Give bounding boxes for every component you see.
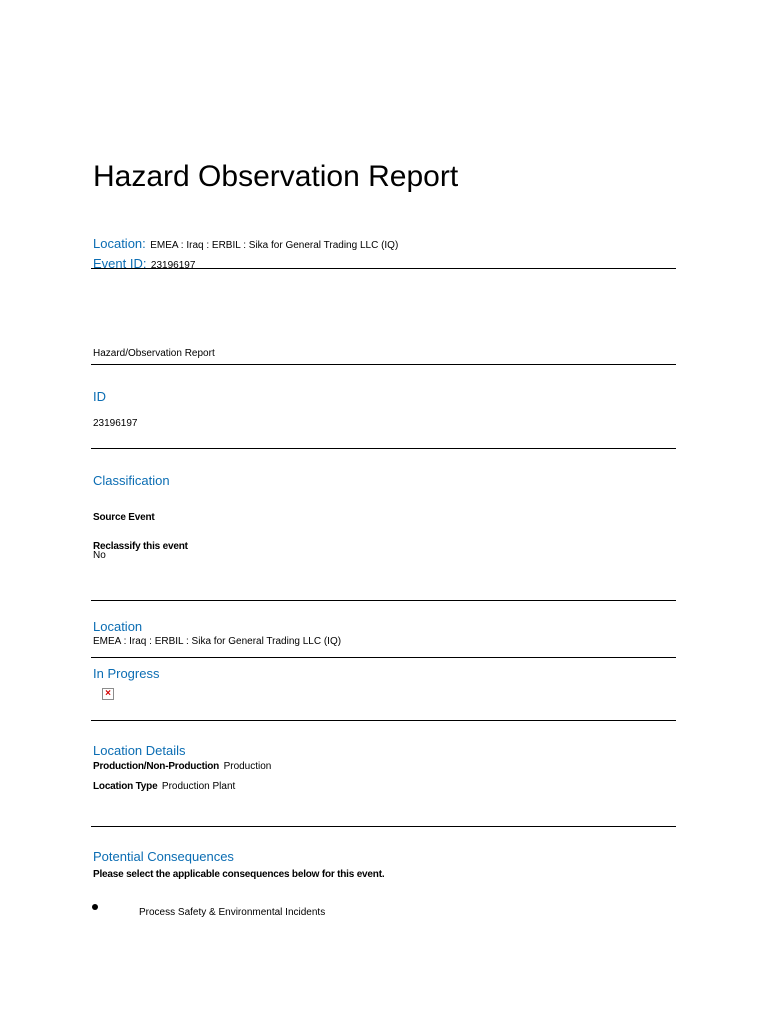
- id-heading: ID: [93, 389, 106, 404]
- page-title: Hazard Observation Report: [93, 160, 459, 193]
- location-type-row: [93, 776, 235, 794]
- in-progress-heading: In Progress: [93, 666, 160, 681]
- id-value: 23196197: [93, 418, 138, 429]
- divider: [91, 364, 676, 365]
- divider: [91, 600, 676, 601]
- source-event-label: Source Event: [93, 512, 155, 523]
- potential-consequences-heading: Potential Consequences: [93, 849, 234, 864]
- report-type: Hazard/Observation Report: [93, 348, 215, 359]
- location-label: Location:: [93, 236, 146, 251]
- event-id-value: 23196197: [150, 260, 196, 271]
- consequences-instruction: Please select the applicable consequences below for this event.: [93, 869, 385, 880]
- classification-heading: Classification: [93, 473, 170, 488]
- event-id-label: Event ID:: [93, 256, 147, 271]
- location-heading: Location: [93, 619, 143, 634]
- consequence-item: Process Safety & Environmental Incidents: [139, 907, 326, 918]
- broken-image-icon: ×: [102, 688, 114, 700]
- location-type-value: Production Plant: [161, 781, 236, 792]
- divider: [91, 657, 676, 658]
- divider: [91, 448, 676, 449]
- reclassify-value: No: [93, 550, 106, 561]
- bullet-icon: [92, 904, 98, 910]
- location-value: EMEA : Iraq : ERBIL : Sika for General Trading LLC (IQ): [150, 240, 399, 251]
- location-details-heading: Location Details: [93, 743, 186, 758]
- header-divider: [91, 268, 676, 269]
- header-event-id: [93, 255, 195, 274]
- divider: [91, 826, 676, 827]
- production-row: [93, 756, 271, 774]
- production-value: Production: [223, 761, 272, 772]
- divider: [91, 720, 676, 721]
- production-label: Production/Non-Production: [93, 761, 220, 772]
- header-location: [93, 235, 398, 254]
- location-type-label: Location Type: [93, 781, 158, 792]
- location-value: EMEA : Iraq : ERBIL : Sika for General Trading LLC (IQ): [93, 636, 342, 647]
- reclassify-label: Reclassify this event: [93, 541, 188, 552]
